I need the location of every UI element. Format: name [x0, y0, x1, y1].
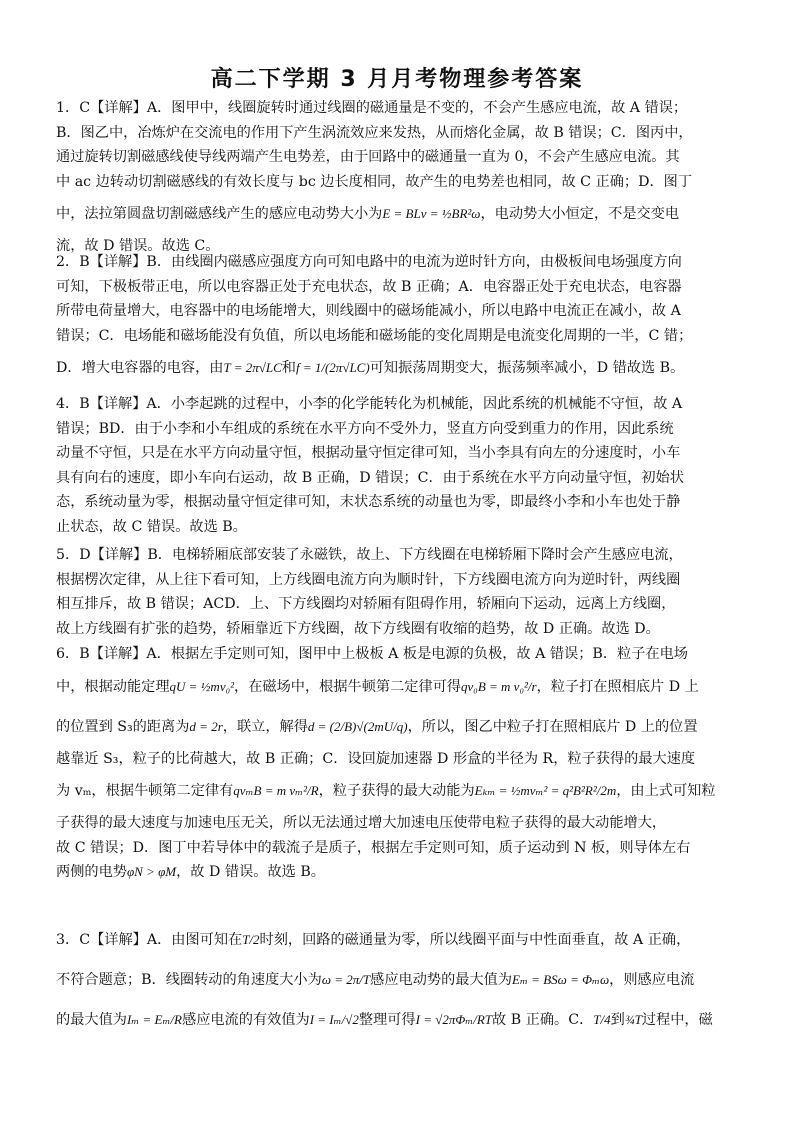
answer-6-line: 故 C 错误；D．图丁中若导体中的载流子是质子，根据左手定则可知，质子运动到 N 板，则导体左右 [56, 839, 691, 856]
answer-1-line: 通过旋转切割磁感线使导线两端产生电势差，由于回路中的磁通量一直为 0，不会产生感应电流。其 [56, 149, 680, 165]
answer-1-line: B．图乙中，冶炼炉在交流电的作用下产生涡流效应来发热，从而熔化金属，故 B 错误；C．图丙中， [56, 124, 693, 141]
formula: ¾T [624, 1012, 642, 1027]
text-fragment: ，粒子打在照相底片 D 上 [536, 678, 699, 695]
text-fragment: ，粒子获得的最大动能为 [318, 783, 475, 799]
answer-6-line [56, 667, 768, 707]
formula: d = 2r [189, 718, 223, 734]
answer-5 [56, 543, 768, 641]
answer-1-line: 1．C【详解】A．图甲中，线圈旋转时通过线圈的磁通量是不变的，不会产生感应电流，故 A 错误； [56, 100, 688, 116]
text-fragment: 中，法拉第圆盘切割磁感线产生的感应电动势大小为 [56, 206, 383, 222]
formula: Eₖₘ = ½mvₘ² = q²B²R²/2m [474, 783, 617, 798]
page-title: 高二下学期 3 月月考物理参考答案 [210, 67, 584, 92]
answer-1-line [56, 194, 768, 234]
answer-5-line: 相互排斥，故 B 错误；ACD．上、下方线圈均对轿厢有阻碍作用，轿厢向下运动，远离上方线圈， [56, 596, 676, 612]
text-fragment: 不符合题意；B．线圈转动的角速度大小为 [56, 972, 322, 988]
formula: Iₘ = Eₘ/R [126, 1012, 182, 1027]
text-fragment: 整理可得 [358, 1012, 416, 1028]
text-fragment: 的位置到 S₃的距离为 [56, 718, 190, 735]
answer-4-line: 动量不守恒，只是在水平方向动量守恒，根据动量守恒定律可知，当小李具有向左的分速度时，小车 [56, 445, 681, 461]
answer-6-line: 子获得的最大速度与加速电压无关，所以无法通过增大加速电压使带电粒子获得的最大动能增大， [56, 815, 667, 831]
answer-2-line: 2．B【详解】B．由线圈内磁感应强度方向可知电路中的电流为逆时针方向，由极板间电场强度方向 [56, 254, 682, 270]
formula: I = √2πΦₘ/RT [415, 1012, 493, 1027]
answer-6-line: 越靠近 S₃，粒子的比荷越大，故 B 正确；C．设回旋加速器 D 形盒的半径为 R，粒子获得的最大速度 [56, 750, 696, 767]
text-fragment: ，所以，图乙中粒子打在照相底片 D 上的位置 [407, 718, 698, 735]
text-fragment: 感应电流的有效值为 [182, 1012, 310, 1028]
text-fragment: ，则感应电流 [609, 972, 695, 988]
answer-5-line: 5．D【详解】B．电梯轿厢底部安装了永磁铁，故上、下方线圈在电梯轿厢下降时会产生感应电流， [56, 547, 683, 563]
answer-4-line: 态，系统动量为零，根据动量守恒定律可知，末状态系统的动量也为零，即最终小李和小车也处于静 [56, 494, 681, 510]
text-fragment: 为 vₘ，根据牛顿第二定律有 [56, 783, 234, 799]
answer-1 [56, 96, 768, 259]
answer-6-line [56, 860, 768, 885]
text-fragment: ，故 D 错误。故选 B。 [176, 864, 325, 880]
text-fragment: ，电动势大小恒定，不是交变电 [480, 206, 680, 222]
text-fragment: 到 [610, 1012, 625, 1028]
answer-2-line: 所带电荷量增大，电容器中的电场能增大，则线圈中的磁场能减小，所以电路中电流正在减小，故 A [56, 303, 681, 319]
text-fragment: 3．C【详解】A．由图可知在 [56, 932, 243, 948]
formula: qU = ½mv₀² [169, 678, 235, 694]
answer-4-line: 止状态，故 C 错误。故选 B。 [56, 518, 247, 535]
text-fragment: 两侧的电势 [56, 864, 127, 880]
formula: φN > φM [126, 864, 177, 879]
answer-3-line [56, 1000, 768, 1040]
answer-5-line: 故上方线圈有扩张的趋势，轿厢靠近下方线圈，故下方线圈有收缩的趋势，故 D 正确。故选 D。 [56, 620, 660, 637]
answer-2-line: 错误；C．电场能和磁场能没有负值，所以电场能和磁场能的变化周期是电流变化周期的一半，C 错； [56, 327, 693, 344]
formula: Eₘ = BSω = Φₘω [512, 972, 610, 987]
answer-4-line: 错误；BD．由于小李和小车组成的系统在水平方向不受外力，竖直方向受到重力的作用，因此系统 [56, 420, 674, 437]
formula: T/4 [593, 1012, 611, 1027]
answer-6-line [56, 707, 768, 747]
text-fragment: D．增大电容器的电容，由 [56, 360, 224, 376]
formula: E = BLv = ½BR²ω [382, 206, 481, 221]
answer-1-line: 中 ac 边转动切割磁感线的有效长度与 bc 边长度相同，故产生的电势差也相同，故 C 正确；D．图丁 [56, 173, 693, 190]
answer-2-line: 可知，下极板带正电，所以电容器正处于充电状态，故 B 正确；A．电容器正处于充电状态，电容器 [56, 278, 682, 295]
text-fragment: 故 B 正确。C． [492, 1012, 594, 1028]
text-fragment: 时刻，回路的磁通量为零，所以线圈平面与中性面垂直，故 A 正确， [259, 932, 691, 948]
answer-5-line: 根据楞次定律，从上往下看可知，上方线圈电流方向为顺时针，下方线圈电流方向为逆时针，两线圈 [56, 571, 681, 588]
text-fragment: ，由上式可知粒 [616, 783, 716, 799]
formula: T/2 [242, 932, 260, 947]
formula: T = 2π√LC [223, 360, 282, 375]
answer-1-line: 流，故 D 错误。故选 C。 [56, 238, 220, 254]
answer-6-line [56, 771, 768, 811]
answer-3-line [56, 920, 768, 960]
formula: d = (2/B)√(2mU/q) [307, 718, 408, 734]
formula: ω = 2π/T [321, 972, 371, 987]
text-fragment: 感应电动势的最大值为 [370, 972, 513, 988]
text-fragment: 可知振荡周期变大，振荡频率减小，D 错故选 B。 [369, 360, 685, 376]
formula: qv₀B = m v₀²/r [461, 678, 537, 694]
answer-4 [56, 392, 768, 539]
answer-2-line [56, 348, 768, 388]
text-fragment: 的最大值为 [56, 1012, 127, 1028]
text-fragment: ，联立，解得 [222, 718, 308, 735]
text-fragment: 中，根据动能定理 [56, 678, 170, 695]
text-fragment: ，在磁场中，根据牛顿第二定律可得 [234, 678, 462, 695]
text-fragment: 和 [281, 360, 296, 376]
text-fragment: 过程中，磁 [641, 1012, 713, 1028]
answer-4-line: 4．B【详解】A．小李起跳的过程中，小李的化学能转化为机械能，因此系统的机械能不守恒，故 A [56, 396, 683, 412]
formula: f = 1/(2π√LC) [295, 360, 370, 375]
answer-6 [56, 642, 768, 885]
answer-2 [56, 250, 768, 388]
answer-6-line: 6．B【详解】A．根据左手定则可知，图甲中上极板 A 板是电源的负极，故 A 错误；B．粒子在电场 [56, 646, 688, 662]
answer-3-line [56, 960, 768, 1000]
formula: I = Iₘ/√2 [309, 1012, 359, 1027]
answer-4-line: 具有向右的速度，即小车向右运动，故 B 正确，D 错误；C．由于系统在水平方向动量守恒，初始状 [56, 469, 684, 486]
formula: qvₘB = m vₘ²/R [233, 783, 319, 798]
answer-3 [56, 920, 768, 1040]
